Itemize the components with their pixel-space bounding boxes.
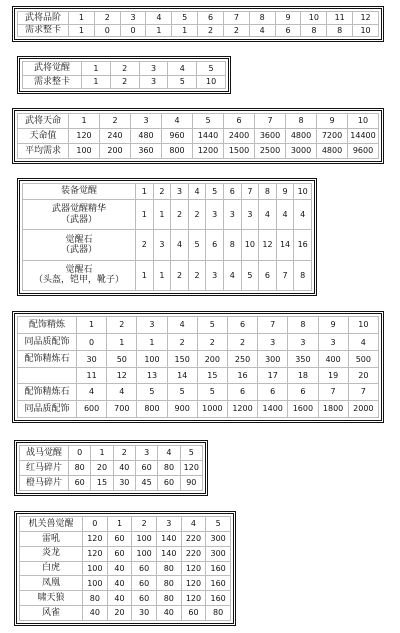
value-cell: 4 [171, 230, 189, 260]
value-cell: 6 [258, 383, 288, 400]
value-cell: 13 [137, 368, 167, 383]
table-row [20, 606, 231, 621]
value-cell: 4 [181, 517, 206, 532]
value-cell: 80 [158, 461, 180, 476]
value-cell: 0 [83, 517, 108, 532]
value-cell: 3 [139, 75, 168, 89]
value-cell: 7 [223, 12, 249, 25]
value-cell: 9 [318, 317, 348, 334]
value-cell: 160 [206, 576, 231, 591]
value-cell: 3 [223, 199, 241, 229]
value-cell: 60 [132, 591, 157, 606]
value-cell: 160 [206, 591, 231, 606]
value-cell: 10 [241, 230, 259, 260]
table-row [20, 461, 203, 476]
table-row [20, 546, 231, 561]
value-cell: 14400 [348, 129, 379, 144]
table-beast-awakening [14, 511, 236, 626]
value-cell: 3 [120, 12, 146, 25]
value-cell: 3 [241, 199, 259, 229]
value-cell: 160 [206, 561, 231, 576]
table-row [23, 260, 312, 290]
value-cell: 3 [171, 184, 189, 200]
value-cell: 60 [181, 606, 206, 621]
row-header-cell: 同品质配饰 [18, 400, 77, 417]
row-header-cell: 战马觉醒 [20, 446, 69, 461]
value-cell: 4 [107, 383, 137, 400]
table-row [18, 383, 379, 400]
value-cell: 80 [206, 606, 231, 621]
row-header-cell: 装备觉醒 [23, 184, 136, 200]
value-cell: 3 [288, 334, 318, 351]
value-cell: 300 [206, 546, 231, 561]
value-cell: 60 [158, 476, 180, 491]
value-cell: 2 [94, 12, 120, 25]
value-cell: 120 [180, 461, 202, 476]
value-cell: 500 [348, 351, 378, 368]
value-cell: 80 [69, 461, 91, 476]
value-cell: 20 [348, 368, 378, 383]
value-cell: 2 [153, 184, 171, 200]
value-cell: 45 [135, 476, 157, 491]
value-cell: 5 [172, 12, 198, 25]
value-cell: 3 [131, 114, 162, 129]
value-cell: 9 [276, 184, 294, 200]
value-cell: 2 [171, 260, 189, 290]
value-cell: 1 [172, 24, 198, 37]
value-cell: 220 [181, 546, 206, 561]
value-cell: 5 [241, 260, 259, 290]
value-cell: 4 [188, 184, 206, 200]
value-cell: 4 [162, 114, 193, 129]
row-header-cell: 啸天狼 [20, 591, 83, 606]
value-cell: 350 [288, 351, 318, 368]
table-row [18, 144, 379, 159]
row-header-cell: 觉醒石 （头盔，铠甲，靴子） [23, 260, 136, 290]
value-cell: 40 [107, 561, 132, 576]
value-cell: 120 [181, 591, 206, 606]
value-cell: 5 [167, 383, 197, 400]
value-cell: 2 [136, 230, 154, 260]
value-cell: 2 [171, 199, 189, 229]
value-cell: 80 [83, 591, 108, 606]
value-cell: 6 [259, 260, 277, 290]
value-cell: 0 [94, 24, 120, 37]
value-cell: 1 [153, 260, 171, 290]
row-header-cell: 同品质配饰 [18, 334, 77, 351]
value-cell: 2 [188, 260, 206, 290]
value-cell: 8 [327, 24, 353, 37]
value-cell: 10 [294, 184, 312, 200]
value-cell: 90 [180, 476, 202, 491]
table-row [20, 446, 203, 461]
row-header-cell: 需求整卡 [23, 75, 82, 89]
value-cell: 15 [197, 368, 227, 383]
value-cell: 120 [181, 561, 206, 576]
value-cell: 2000 [348, 400, 378, 417]
value-cell: 5 [188, 230, 206, 260]
value-cell: 1000 [197, 400, 227, 417]
table-row [20, 576, 231, 591]
row-header-cell: 雷吼 [20, 531, 83, 546]
value-cell: 30 [113, 476, 135, 491]
table-row [23, 230, 312, 260]
value-cell: 4 [77, 383, 107, 400]
value-cell: 12 [259, 230, 277, 260]
value-cell: 1600 [288, 400, 318, 417]
value-cell: 5 [180, 446, 202, 461]
table-row [18, 12, 379, 25]
value-cell: 3 [137, 317, 167, 334]
value-cell: 7 [318, 383, 348, 400]
value-cell: 3 [153, 230, 171, 260]
value-cell: 15 [91, 476, 113, 491]
value-cell: 40 [107, 591, 132, 606]
value-cell: 100 [83, 576, 108, 591]
value-cell: 8 [301, 24, 327, 37]
value-cell: 6 [198, 12, 224, 25]
value-cell: 40 [156, 606, 181, 621]
value-cell: 7 [255, 114, 286, 129]
row-header-cell: 风雀 [20, 606, 83, 621]
value-cell: 6 [206, 230, 224, 260]
value-cell: 1 [153, 199, 171, 229]
value-cell: 1400 [258, 400, 288, 417]
value-cell: 250 [227, 351, 257, 368]
value-cell: 20 [107, 606, 132, 621]
value-cell: 60 [69, 476, 91, 491]
value-cell: 2 [227, 334, 257, 351]
table-row [18, 24, 379, 37]
value-cell: 5 [193, 114, 224, 129]
value-cell: 3 [258, 334, 288, 351]
value-cell: 400 [318, 351, 348, 368]
row-header-cell: 天命值 [18, 129, 69, 144]
value-cell: 0 [69, 446, 91, 461]
value-cell: 100 [83, 561, 108, 576]
value-cell: 6 [288, 383, 318, 400]
row-header-cell: 平均需求 [18, 144, 69, 159]
value-cell: 1 [69, 12, 95, 25]
value-cell: 6 [227, 383, 257, 400]
value-cell: 80 [156, 591, 181, 606]
value-cell: 3 [206, 199, 224, 229]
value-cell: 4 [259, 199, 277, 229]
table-general-rank [12, 6, 384, 42]
value-cell: 7200 [317, 129, 348, 144]
table-row [18, 129, 379, 144]
table-horse-awakening [14, 440, 208, 496]
value-cell: 1 [69, 24, 95, 37]
table-row [20, 591, 231, 606]
value-cell: 5 [206, 184, 224, 200]
row-header-cell: 配饰精炼 [18, 317, 77, 334]
value-cell: 19 [318, 368, 348, 383]
value-cell: 800 [137, 400, 167, 417]
value-cell: 8 [259, 184, 277, 200]
value-cell: 4 [158, 446, 180, 461]
value-cell: 700 [107, 400, 137, 417]
value-cell: 100 [132, 546, 157, 561]
value-cell: 5 [168, 75, 197, 89]
value-cell: 300 [258, 351, 288, 368]
row-header-cell: 武将天命 [18, 114, 69, 129]
value-cell: 1 [82, 75, 111, 89]
value-cell: 80 [156, 576, 181, 591]
row-header-cell: 武将觉醒 [23, 62, 82, 76]
value-cell: 18 [288, 368, 318, 383]
table-row [20, 476, 203, 491]
value-cell: 120 [69, 129, 100, 144]
value-cell: 9600 [348, 144, 379, 159]
table-row [18, 317, 379, 334]
value-cell: 240 [100, 129, 131, 144]
value-cell: 4 [276, 199, 294, 229]
value-cell: 1 [107, 334, 137, 351]
table-row [23, 75, 226, 89]
row-header-cell: 武将品阶 [18, 12, 69, 25]
value-cell: 900 [167, 400, 197, 417]
value-cell: 7 [258, 317, 288, 334]
value-cell: 7 [241, 184, 259, 200]
value-cell: 2 [223, 24, 249, 37]
value-cell: 40 [107, 576, 132, 591]
value-cell: 2400 [224, 129, 255, 144]
row-header-cell: 武器觉醒精华 （武器） [23, 199, 136, 229]
value-cell: 6 [227, 317, 257, 334]
value-cell: 480 [131, 129, 162, 144]
table-row [20, 561, 231, 576]
value-cell: 40 [83, 606, 108, 621]
value-cell: 10 [197, 75, 226, 89]
value-cell: 3000 [286, 144, 317, 159]
value-cell: 4800 [286, 129, 317, 144]
value-cell: 8 [294, 260, 312, 290]
value-cell: 60 [132, 561, 157, 576]
row-header-cell: 凤凰 [20, 576, 83, 591]
value-cell: 2 [110, 62, 139, 76]
row-header-cell: 白虎 [20, 561, 83, 576]
value-cell: 8 [249, 12, 275, 25]
value-cell: 1800 [318, 400, 348, 417]
value-cell: 8 [223, 230, 241, 260]
value-cell: 10 [353, 24, 379, 37]
value-cell: 9 [275, 12, 301, 25]
row-header-cell: 觉醒石 （武器） [23, 230, 136, 260]
value-cell: 6 [275, 24, 301, 37]
value-cell: 4 [294, 199, 312, 229]
value-cell: 11 [77, 368, 107, 383]
value-cell: 3 [318, 334, 348, 351]
value-cell: 1 [146, 24, 172, 37]
row-header-cell: 机关兽觉醒 [20, 517, 83, 532]
table-accessory-refine [12, 311, 384, 423]
value-cell: 20 [91, 461, 113, 476]
row-header-cell: 配饰精炼石 [18, 351, 77, 368]
value-cell: 0 [120, 24, 146, 37]
value-cell: 10 [348, 114, 379, 129]
value-cell: 12 [353, 12, 379, 25]
value-cell: 2 [188, 199, 206, 229]
value-cell: 10 [301, 12, 327, 25]
value-cell: 100 [69, 144, 100, 159]
value-cell: 200 [100, 144, 131, 159]
value-cell: 960 [162, 129, 193, 144]
value-cell: 1200 [193, 144, 224, 159]
value-cell: 1 [136, 260, 154, 290]
table-row [20, 517, 231, 532]
value-cell: 3 [156, 517, 181, 532]
value-cell: 1200 [227, 400, 257, 417]
value-cell: 200 [197, 351, 227, 368]
table-row [23, 199, 312, 229]
table-equipment-awakening [17, 178, 317, 296]
value-cell: 1 [77, 317, 107, 334]
value-cell: 4800 [317, 144, 348, 159]
table-row [18, 334, 379, 351]
value-cell: 30 [77, 351, 107, 368]
table-row [23, 62, 226, 76]
value-cell: 2 [132, 517, 157, 532]
value-cell: 17 [258, 368, 288, 383]
value-cell: 220 [181, 531, 206, 546]
row-header-cell: 配饰精炼石 [18, 383, 77, 400]
value-cell: 1 [136, 199, 154, 229]
value-cell: 2 [100, 114, 131, 129]
value-cell: 3600 [255, 129, 286, 144]
value-cell: 600 [77, 400, 107, 417]
value-cell: 4 [223, 260, 241, 290]
value-cell: 800 [162, 144, 193, 159]
table-general-awakening [17, 56, 231, 94]
table-general-destiny [12, 108, 384, 164]
value-cell: 7 [276, 260, 294, 290]
table-row [18, 351, 379, 368]
value-cell: 60 [107, 546, 132, 561]
value-cell: 2 [167, 334, 197, 351]
value-cell: 14 [167, 368, 197, 383]
value-cell: 8 [286, 114, 317, 129]
row-header-cell: 炎龙 [20, 546, 83, 561]
table-row [20, 531, 231, 546]
value-cell: 140 [156, 531, 181, 546]
value-cell: 4 [167, 317, 197, 334]
table-row [18, 368, 379, 383]
value-cell: 60 [107, 531, 132, 546]
value-cell: 7 [348, 383, 378, 400]
value-cell: 5 [197, 383, 227, 400]
value-cell: 1500 [224, 144, 255, 159]
value-cell: 5 [197, 317, 227, 334]
value-cell: 4 [146, 12, 172, 25]
value-cell: 120 [181, 576, 206, 591]
value-cell: 6 [224, 114, 255, 129]
row-header-cell [18, 368, 77, 383]
value-cell: 0 [77, 334, 107, 351]
value-cell: 2 [110, 75, 139, 89]
value-cell: 1440 [193, 129, 224, 144]
value-cell: 6 [223, 184, 241, 200]
value-cell: 2 [107, 317, 137, 334]
value-cell: 4 [348, 334, 378, 351]
value-cell: 4 [249, 24, 275, 37]
value-cell: 1 [107, 517, 132, 532]
value-cell: 2 [197, 334, 227, 351]
value-cell: 3 [206, 260, 224, 290]
value-cell: 1 [136, 184, 154, 200]
value-cell: 360 [131, 144, 162, 159]
value-cell: 11 [327, 12, 353, 25]
value-cell: 5 [137, 383, 167, 400]
value-cell: 8 [288, 317, 318, 334]
value-cell: 100 [137, 351, 167, 368]
value-cell: 1 [82, 62, 111, 76]
value-cell: 30 [132, 606, 157, 621]
table-row [18, 400, 379, 417]
value-cell: 120 [83, 546, 108, 561]
value-cell: 120 [83, 531, 108, 546]
value-cell: 10 [348, 317, 378, 334]
value-cell: 12 [107, 368, 137, 383]
value-cell: 50 [107, 351, 137, 368]
value-cell: 2500 [255, 144, 286, 159]
value-cell: 80 [156, 561, 181, 576]
value-cell: 14 [276, 230, 294, 260]
value-cell: 9 [317, 114, 348, 129]
row-header-cell: 需求整卡 [18, 24, 69, 37]
value-cell: 3 [139, 62, 168, 76]
row-header-cell: 橙马碎片 [20, 476, 69, 491]
value-cell: 1 [137, 334, 167, 351]
value-cell: 3 [135, 446, 157, 461]
value-cell: 60 [135, 461, 157, 476]
value-cell: 1 [69, 114, 100, 129]
value-cell: 16 [294, 230, 312, 260]
value-cell: 300 [206, 531, 231, 546]
value-cell: 2 [113, 446, 135, 461]
row-header-cell: 红马碎片 [20, 461, 69, 476]
value-cell: 2 [198, 24, 224, 37]
table-row [18, 114, 379, 129]
value-cell: 60 [132, 576, 157, 591]
value-cell: 140 [156, 546, 181, 561]
value-cell: 150 [167, 351, 197, 368]
value-cell: 100 [132, 531, 157, 546]
value-cell: 4 [168, 62, 197, 76]
value-cell: 40 [113, 461, 135, 476]
value-cell: 1 [91, 446, 113, 461]
value-cell: 5 [206, 517, 231, 532]
value-cell: 16 [227, 368, 257, 383]
table-row [23, 184, 312, 200]
value-cell: 5 [197, 62, 226, 76]
